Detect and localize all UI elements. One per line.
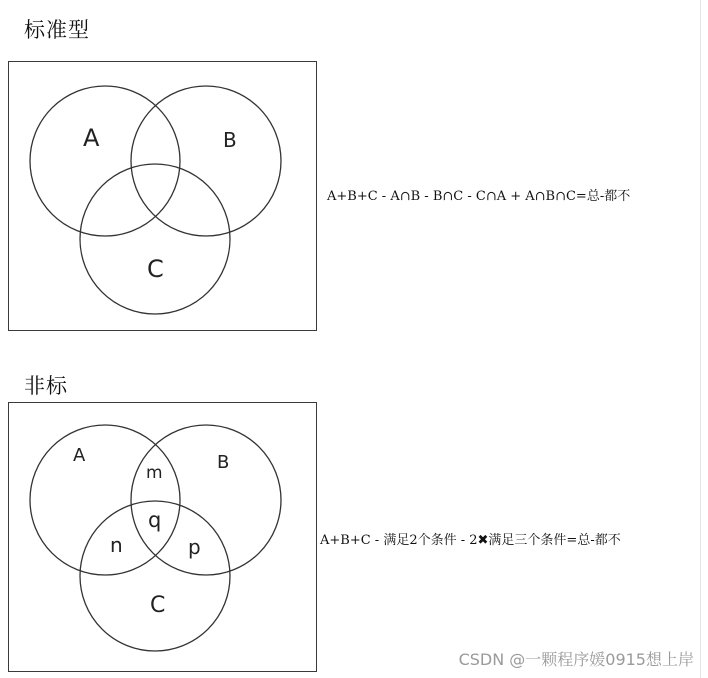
formula-standard: A+B+C - A∩B - B∩C - C∩A + A∩B∩C=总-都不 bbox=[327, 189, 631, 204]
circle-b bbox=[131, 425, 281, 575]
label-m: m bbox=[146, 463, 163, 483]
page-edge-rule bbox=[700, 0, 701, 678]
circle-b bbox=[131, 86, 281, 236]
circle-c bbox=[80, 164, 230, 314]
label-b: B bbox=[217, 452, 230, 473]
label-a: A bbox=[83, 124, 100, 152]
label-n: n bbox=[110, 533, 123, 557]
label-c: C bbox=[150, 593, 166, 618]
venn-diagram-standard bbox=[9, 62, 318, 332]
venn-frame-standard bbox=[8, 61, 317, 331]
csdn-watermark: CSDN @一颗程序媛0915想上岸 bbox=[458, 650, 694, 669]
section-title-standard: 标准型 bbox=[24, 18, 90, 42]
circle-a bbox=[30, 425, 180, 575]
formula-nonstandard: A+B+C - 满足2个条件 - 2✖满足三个条件=总-都不 bbox=[320, 533, 621, 548]
label-q: q bbox=[148, 508, 162, 532]
section-title-nonstandard: 非标 bbox=[24, 374, 68, 398]
circle-a bbox=[30, 86, 180, 236]
label-p: p bbox=[188, 535, 201, 559]
venn-diagram-nonstandard bbox=[9, 403, 318, 673]
label-b: B bbox=[223, 128, 237, 152]
label-a: A bbox=[73, 445, 86, 466]
venn-frame-nonstandard bbox=[8, 402, 317, 672]
label-c: C bbox=[147, 255, 164, 283]
